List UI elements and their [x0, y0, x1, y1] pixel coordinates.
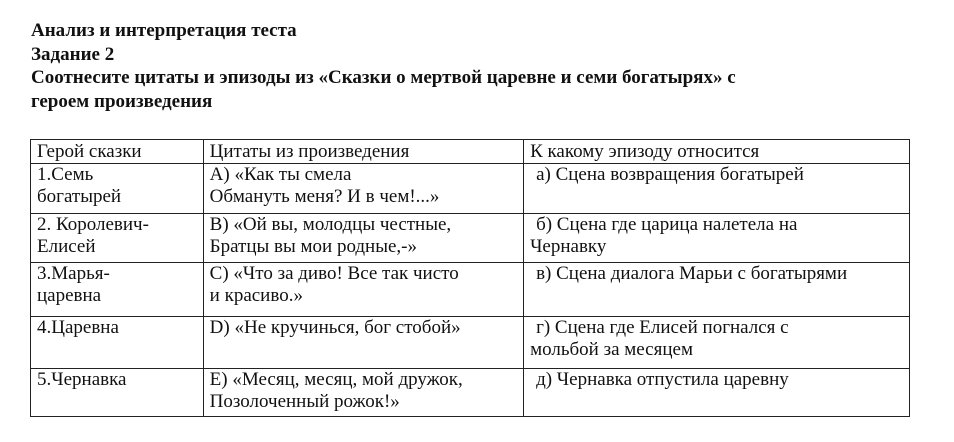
episode-text: мольбой за месяцем [530, 339, 693, 360]
quote-cell [203, 317, 523, 369]
quote-text: Братцы вы мои родные,-» [209, 236, 418, 257]
table-row [31, 317, 910, 369]
episode-text: д) Чернавка отпустила царевну [536, 369, 789, 390]
episode-text: в) Сцена диалога Марьи с богатырями [536, 263, 848, 284]
episode-text: г) Сцена где Елисей погнался с [536, 317, 789, 338]
hero-text: 1.Семь [37, 164, 94, 185]
heading-instruction-line2: героем произведения [31, 90, 213, 112]
heading-task-number: Задание 2 [31, 43, 115, 65]
episode-text: б) Сцена где царица налетела на [536, 214, 798, 235]
table-row [31, 369, 910, 417]
quote-text: А) «Как ты смела [209, 164, 352, 185]
quote-text: D) «Не кручинься, бог стобой» [209, 317, 461, 338]
table-row [31, 214, 910, 263]
quote-text: E) «Месяц, месяц, мой дружок, [209, 369, 463, 390]
episode-cell [524, 369, 910, 417]
episode-cell [524, 317, 910, 369]
episode-cell [524, 214, 910, 263]
header-episode: К какому эпизоду относится [524, 140, 910, 164]
hero-cell [31, 369, 204, 417]
hero-cell [31, 263, 204, 317]
task-heading [31, 19, 931, 113]
hero-text: 2. Королевич- [37, 214, 149, 235]
hero-text: 5.Чернавка [37, 369, 127, 390]
heading-title: Анализ и интерпретация теста [31, 20, 297, 41]
hero-text: 3.Марья- [37, 263, 110, 284]
header-quotes: Цитаты из произведения [203, 140, 523, 164]
table-header-row [31, 140, 910, 164]
quote-cell [203, 263, 523, 317]
quote-text: Позолоченный рожок!» [209, 391, 400, 412]
quote-cell [203, 369, 523, 417]
matching-table [30, 139, 910, 417]
quote-text: В) «Ой вы, молодцы честные, [209, 214, 452, 235]
table-row [31, 263, 910, 317]
episode-text: Чернавку [530, 236, 607, 257]
hero-cell [31, 317, 204, 369]
quote-cell [203, 214, 523, 263]
quote-text: С) «Что за диво! Все так чисто [209, 263, 459, 284]
hero-text: царевна [37, 285, 102, 306]
heading-instruction-line1: Соотнесите цитаты и эпизоды из «Сказки о мертвой царевне и семи богатырях» с [31, 67, 736, 88]
hero-cell [31, 214, 204, 263]
episode-cell [524, 164, 910, 214]
hero-text: 4.Царевна [37, 317, 119, 338]
quote-text: Обмануть меня? И в чем!...» [209, 186, 440, 207]
hero-cell [31, 164, 204, 214]
quote-text: и красиво.» [209, 285, 303, 306]
hero-text: богатырей [37, 186, 122, 207]
header-hero: Герой сказки [31, 140, 204, 164]
episode-cell [524, 263, 910, 317]
table-row [31, 164, 910, 214]
episode-text: а) Сцена возвращения богатырей [536, 164, 804, 185]
quote-cell [203, 164, 523, 214]
hero-text: Елисей [37, 236, 96, 257]
